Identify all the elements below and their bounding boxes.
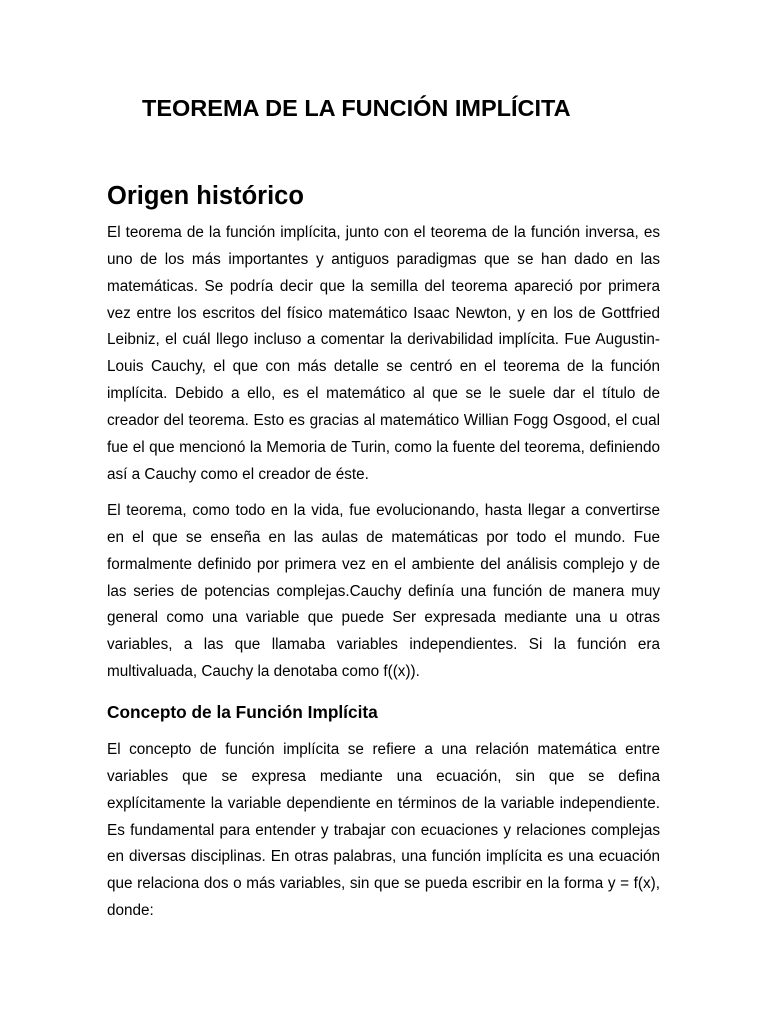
paragraph-concepto: El concepto de función implícita se refiere a una relación matemática entre variables que se expresa mediante una ecuación, sin que se defina explícitamente la variable dependiente en términos de la variable independiente. Es fundamental para entender y trabajar con ecuaciones y relaciones complejas en diversas disciplinas. En otras palabras, una función implícita es una ecuación que relaciona dos o más variables, sin que se pueda escribir en la forma y = f(x), donde: bbox=[107, 741, 660, 920]
paragraph-origen-1: El teorema de la función implícita, junto con el teorema de la función inversa, es uno de los más importantes y antiguos paradigmas que se han dado en las matemáticas. Se podría decir que la semilla del teorema apareció por primera vez entre los escritos del físico matemático Isaac Newton, y en los de Gottfried Leibniz, el cuál llego incluso a comentar la derivabilidad implícita. Fue Augustin-Louis Cauchy, el que con más detalle se centró en el teorema de la función implícita. Debido a ello, es el matemático al que se le suele dar el título de creador del teorema. Esto es gracias al matemático Willian Fogg Osgood, el cual fue el que mencionó la Memoria de Turin, como la fuente del teorema, definiendo así a Cauchy como el creador de éste. bbox=[107, 224, 660, 483]
paragraph-origen-2: El teorema, como todo en la vida, fue evolucionando, hasta llegar a convertirse en el que se enseña en las aulas de matemáticas por todo el mundo. Fue formalmente definido por primera vez en el ambiente del análisis complejo y de las series de potencias complejas.Cauchy definía una función de manera muy general como una variable que puede Ser expresada mediante una u otras variables, a las que llamaba variables independientes. Si la función era multivaluada, Cauchy la denotaba como f((x)). bbox=[107, 502, 660, 681]
section-heading-origen: Origen histórico bbox=[107, 182, 304, 210]
document-title: TEOREMA DE LA FUNCIÓN IMPLÍCITA bbox=[142, 95, 571, 121]
subheading-concepto: Concepto de la Función Implícita bbox=[107, 702, 378, 722]
